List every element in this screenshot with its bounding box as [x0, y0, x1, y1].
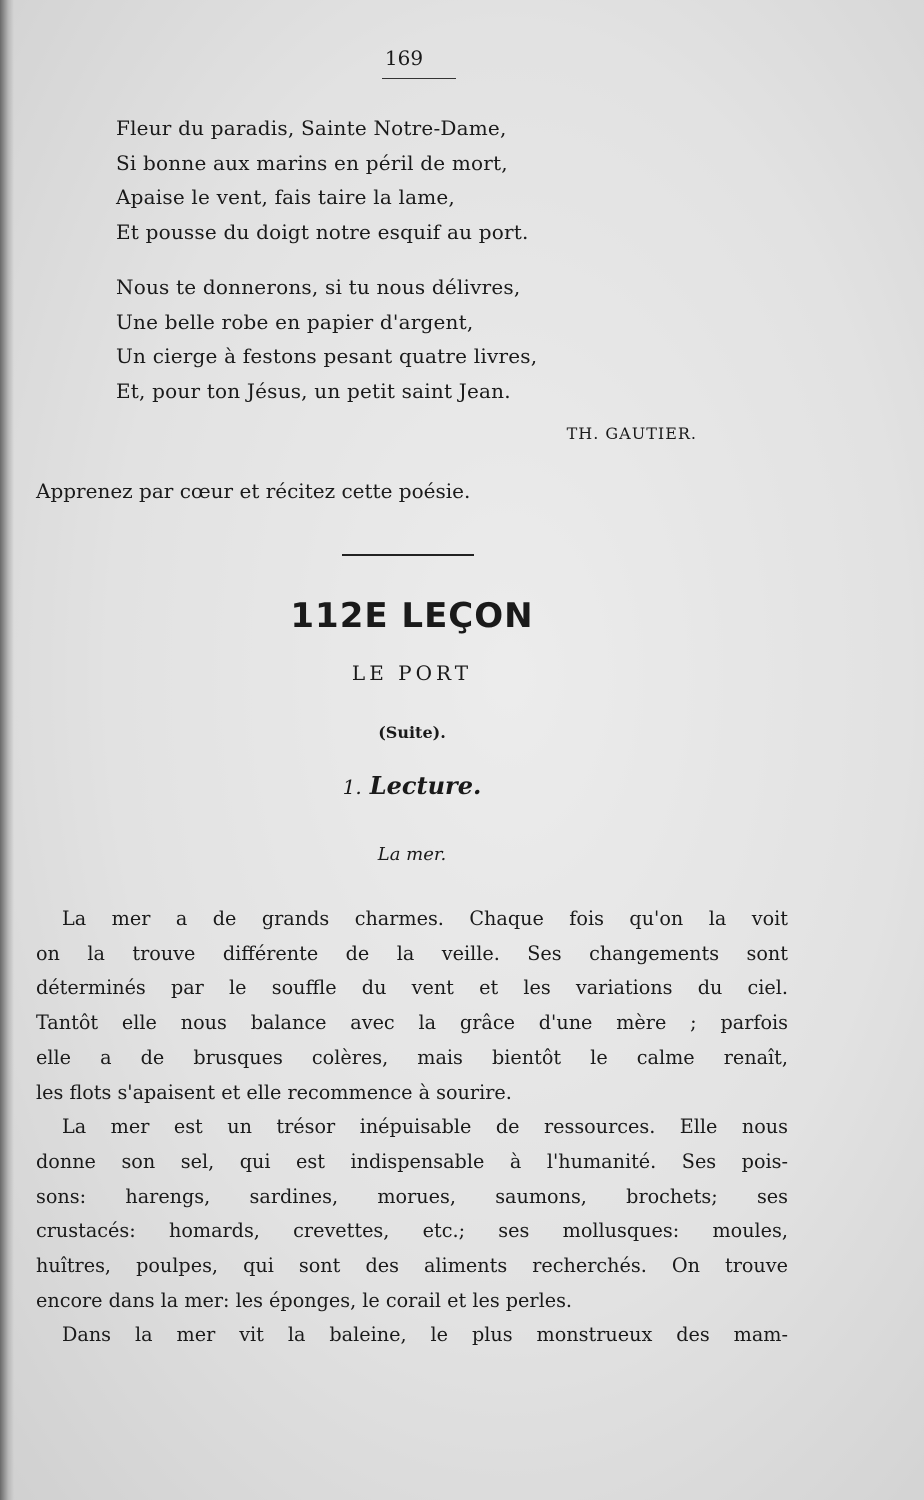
body-line: huîtres, poulpes, qui sont des aliments recherchés. On trouve [36, 1254, 788, 1278]
poem-line: Fleur du paradis, Sainte Notre-Dame, [116, 116, 507, 140]
poem-line: Nous te donnerons, si tu nous délivres, [116, 275, 521, 299]
body-line: on la trouve différente de la veille. Ses changements sont [36, 941, 788, 965]
text-title: La mer. [377, 844, 447, 865]
poem-stanza-1 [116, 111, 529, 249]
body-line: elle a de brusques colères, mais bientôt le calme renaît, [36, 1045, 788, 1069]
body-line: Dans la mer vit la baleine, le plus monstrueux des mam- [62, 1323, 788, 1347]
reading-number: 1. [342, 775, 362, 799]
poem-line: Une belle robe en papier d'argent, [116, 309, 474, 334]
poem-stanza-2 [116, 270, 537, 408]
reading-heading-label: Lecture. [369, 771, 482, 800]
book-gutter-shadow [0, 0, 14, 1500]
body-line: les flots s'apaisent et elle recommence à sourire. [36, 1080, 512, 1104]
poem-line: Un cierge à festons pesant quatre livres, [116, 344, 538, 368]
lesson-subtitle: LE PORT [351, 661, 473, 685]
instruction-text: Apprenez par cœur et récitez cette poésie. [36, 479, 471, 503]
reading-body [36, 902, 788, 1353]
lesson-suite-note: (Suite). [378, 723, 446, 742]
lesson-title: 112E LEÇON [290, 596, 534, 636]
poem-line: Et, pour ton Jésus, un petit saint Jean. [116, 378, 511, 403]
body-line: Tantôt elle nous balance avec la grâce d'une mère ; parfois [36, 1011, 788, 1035]
body-line: La mer a de grands charmes. Chaque fois qu'on la voit [62, 907, 788, 930]
page-number: 169 [384, 46, 424, 70]
poem-author: TH. GAUTIER. [566, 424, 697, 443]
section-divider [342, 554, 474, 556]
poem-line: Apaise le vent, fais taire la lame, [116, 185, 455, 209]
body-line: donne son sel, qui est indispensable à l'humanité. Ses pois- [36, 1149, 788, 1173]
body-line: La mer est un trésor inépuisable de ressources. Elle nous [62, 1115, 788, 1139]
body-line: sons: harengs, sardines, morues, saumons, brochets; ses [36, 1184, 788, 1208]
body-line: encore dans la mer: les éponges, le corail et les perles. [36, 1288, 573, 1312]
body-line: crustacés: homards, crevettes, etc.; ses mollusques: moules, [36, 1219, 788, 1243]
reading-heading [0, 771, 824, 800]
poem-line: Si bonne aux marins en péril de mort, [116, 150, 508, 175]
body-line: déterminés par le souffle du vent et les variations du ciel. [36, 976, 788, 1000]
page-number-rule [382, 78, 456, 79]
poem-line: Et pousse du doigt notre esquif au port. [116, 219, 529, 244]
